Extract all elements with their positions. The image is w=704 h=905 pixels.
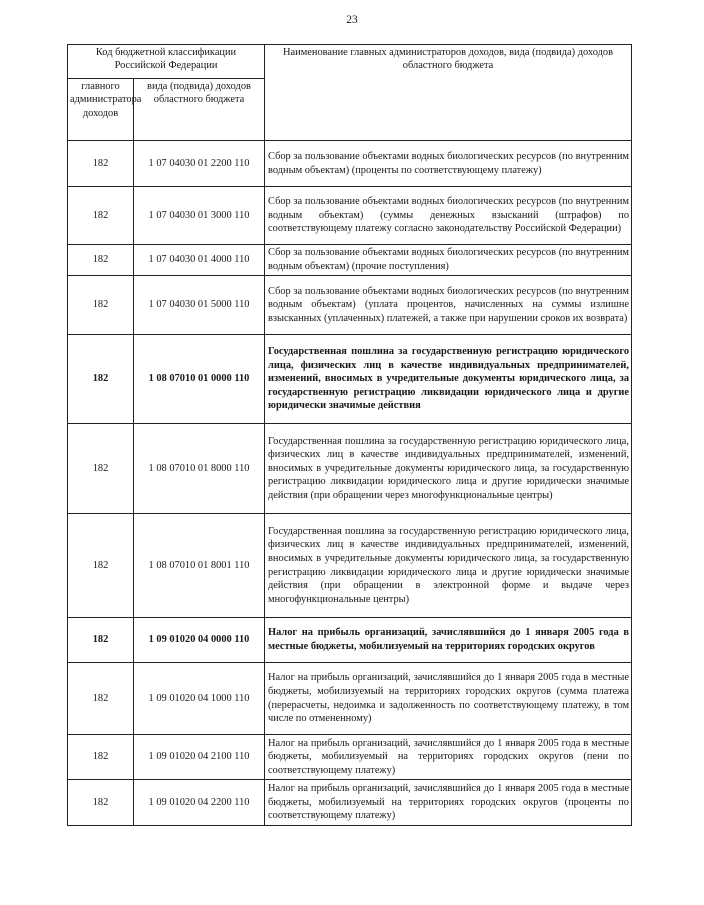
admin-code-cell: 182: [68, 514, 134, 618]
revenue-code-cell: 1 07 04030 01 3000 110: [134, 187, 265, 245]
table-row: [68, 663, 632, 735]
admin-code-cell: 182: [68, 618, 134, 663]
revenue-name-cell: Налог на прибыль организаций, зачислявшийся до 1 января 2005 года в местные бюджеты, мобилизуемый на территориях городских округов: [265, 618, 632, 663]
main-administrator-header: главного администратора доходов: [68, 79, 134, 141]
table-row: [68, 424, 632, 514]
admin-code-cell: 182: [68, 335, 134, 424]
table-row: [68, 335, 632, 424]
revenue-code-cell: 1 08 07010 01 8001 110: [134, 514, 265, 618]
revenue-name-cell: Сбор за пользование объектами водных биологических ресурсов (по внутренним водным объектам) (проценты по соответствующему платежу): [265, 141, 632, 187]
revenue-type-header: вида (подвида) доходов областного бюджета: [134, 79, 265, 141]
admin-code-cell: 182: [68, 187, 134, 245]
admin-code-cell: 182: [68, 276, 134, 335]
admin-code-cell: 182: [68, 735, 134, 780]
revenue-name-cell: Сбор за пользование объектами водных биологических ресурсов (по внутренним водным объектам) (уплата процентов, начисленных на суммы излишне взысканных (уплаченных) платежей, а также при нарушении сроков их возврата): [265, 276, 632, 335]
table-row: [68, 276, 632, 335]
table-row: [68, 514, 632, 618]
admin-code-cell: 182: [68, 141, 134, 187]
revenue-code-cell: 1 07 04030 01 5000 110: [134, 276, 265, 335]
revenue-codes-table: [67, 44, 632, 826]
table-row: [68, 780, 632, 826]
page-number: 23: [346, 14, 358, 26]
admin-code-cell: 182: [68, 780, 134, 826]
revenue-code-cell: 1 09 01020 04 2100 110: [134, 735, 265, 780]
revenue-name-cell: Государственная пошлина за государственную регистрацию юридического лица, физических лиц в качестве индивидуальных предпринимателей, изменений, вносимых в учредительные документы юридического лица, за государственную регистрацию ликвидации юридического лица и другие юридически значимые действия: [265, 335, 632, 424]
revenue-name-cell: Налог на прибыль организаций, зачислявшийся до 1 января 2005 года в местные бюджеты, мобилизуемый на территориях городских округов (пени по соответствующему платежу): [265, 735, 632, 780]
revenue-name-cell: Сбор за пользование объектами водных биологических ресурсов (по внутренним водным объектам) (суммы денежных взысканий (штрафов) по соответствующему платежу согласно законодательству Российской Федерации): [265, 187, 632, 245]
table-row: [68, 141, 632, 187]
revenue-name-cell: Налог на прибыль организаций, зачислявшийся до 1 января 2005 года в местные бюджеты, мобилизуемый на территориях городских округов (сумма платежа (перерасчеты, недоимка и задолженность по соответствующему платежу, в том числе по отмененному): [265, 663, 632, 735]
table-row: [68, 187, 632, 245]
budget-classification-header: Код бюджетной классификации Российской Федерации: [68, 45, 265, 79]
revenue-code-cell: 1 07 04030 01 2200 110: [134, 141, 265, 187]
revenue-code-cell: 1 08 07010 01 8000 110: [134, 424, 265, 514]
revenue-code-cell: 1 09 01020 04 1000 110: [134, 663, 265, 735]
revenue-name-cell: Государственная пошлина за государственную регистрацию юридического лица, физических лиц в качестве индивидуальных предпринимателей, изменений, вносимых в учредительные документы юридического лица, за государственную регистрацию ликвидации юридического лица и другие юридически значимые действия (при обращении через многофункциональные центры): [265, 424, 632, 514]
revenue-code-cell: 1 09 01020 04 0000 110: [134, 618, 265, 663]
admin-code-cell: 182: [68, 424, 134, 514]
table-row: [68, 245, 632, 276]
revenue-name-cell: Государственная пошлина за государственную регистрацию юридического лица, физических лиц в качестве индивидуальных предпринимателей, изменений, вносимых в учредительные документы юридического лица, за государственную регистрацию ликвидации юридического лица и другие юридически значимые действия (при обращении в электронной форме и выдаче через многофункциональные центры): [265, 514, 632, 618]
admin-code-cell: 182: [68, 663, 134, 735]
table-row: [68, 735, 632, 780]
table-row: [68, 618, 632, 663]
admin-code-cell: 182: [68, 245, 134, 276]
administrators-name-header: Наименование главных администраторов доходов, вида (подвида) доходов областного бюджета: [265, 45, 632, 141]
revenue-name-cell: Сбор за пользование объектами водных биологических ресурсов (по внутренним водным объектам) (прочие поступления): [265, 245, 632, 276]
revenue-name-cell: Налог на прибыль организаций, зачислявшийся до 1 января 2005 года в местные бюджеты, мобилизуемый на территориях городских округов (проценты по соответствующему платежу): [265, 780, 632, 826]
revenue-code-cell: 1 08 07010 01 0000 110: [134, 335, 265, 424]
revenue-code-cell: 1 07 04030 01 4000 110: [134, 245, 265, 276]
revenue-code-cell: 1 09 01020 04 2200 110: [134, 780, 265, 826]
